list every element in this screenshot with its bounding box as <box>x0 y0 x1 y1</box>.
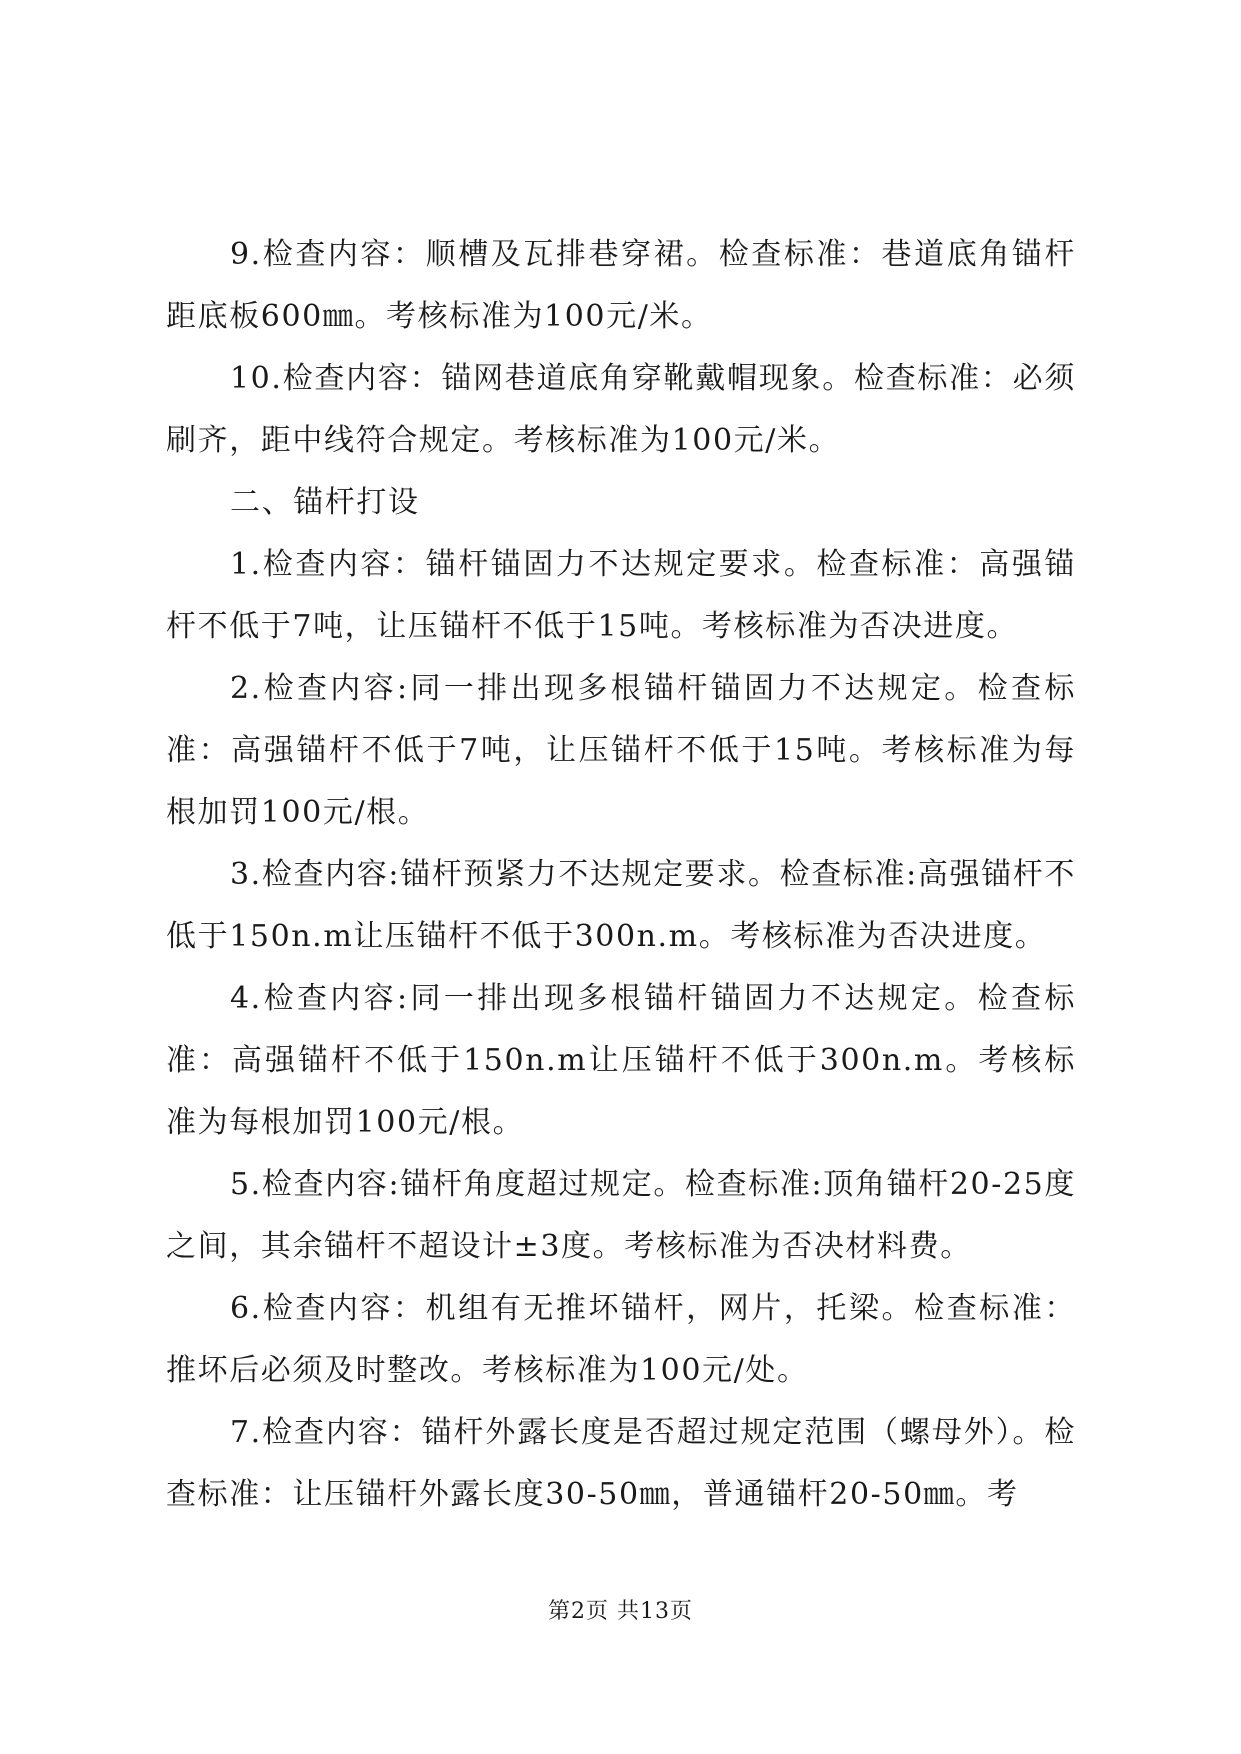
document-body <box>166 224 1076 1526</box>
paragraph-item-6: 6.检查内容：机组有无推坏锚杆，网片，托梁。检查标准：推坏后必须及时整改。考核标准为100元/处。 <box>166 1291 1076 1388</box>
paragraph-item-10: 10.检查内容：锚网巷道底角穿靴戴帽现象。检查标准：必须刷齐，距中线符合规定。考核标准为100元/米。 <box>166 361 1076 458</box>
paragraph-item-9: 9.检查内容：顺槽及瓦排巷穿裙。检查标准：巷道底角锚杆距底板600㎜。考核标准为100元/米。 <box>166 237 1076 334</box>
paragraph-item-4: 4.检查内容:同一排出现多根锚杆锚固力不达规定。检查标准：高强锚杆不低于150n.m让压锚杆不低于300n.m。考核标准为每根加罚100元/根。 <box>166 981 1076 1140</box>
paragraph-item-2: 2.检查内容:同一排出现多根锚杆锚固力不达规定。检查标准：高强锚杆不低于7吨，让压锚杆不低于15吨。考核标准为每根加罚100元/根。 <box>166 671 1076 830</box>
section-heading: 二、锚杆打设 <box>230 485 420 520</box>
paragraph-item-1: 1.检查内容：锚杆锚固力不达规定要求。检查标准：高强锚杆不低于7吨，让压锚杆不低于15吨。考核标准为否决进度。 <box>166 547 1076 644</box>
paragraph-item-5: 5.检查内容:锚杆角度超过规定。检查标准:顶角锚杆20-25度之间，其余锚杆不超设计±3度。考核标准为否决材料费。 <box>166 1167 1076 1264</box>
page-number-footer: 第2页 共13页 <box>548 1599 693 1624</box>
paragraph-item-7: 7.检查内容：锚杆外露长度是否超过规定范围（螺母外）。检查标准：让压锚杆外露长度30-50㎜，普通锚杆20-50㎜。考 <box>166 1415 1076 1512</box>
paragraph-item-3: 3.检查内容:锚杆预紧力不达规定要求。检查标准:高强锚杆不低于150n.m让压锚杆不低于300n.m。考核标准为否决进度。 <box>166 857 1076 954</box>
